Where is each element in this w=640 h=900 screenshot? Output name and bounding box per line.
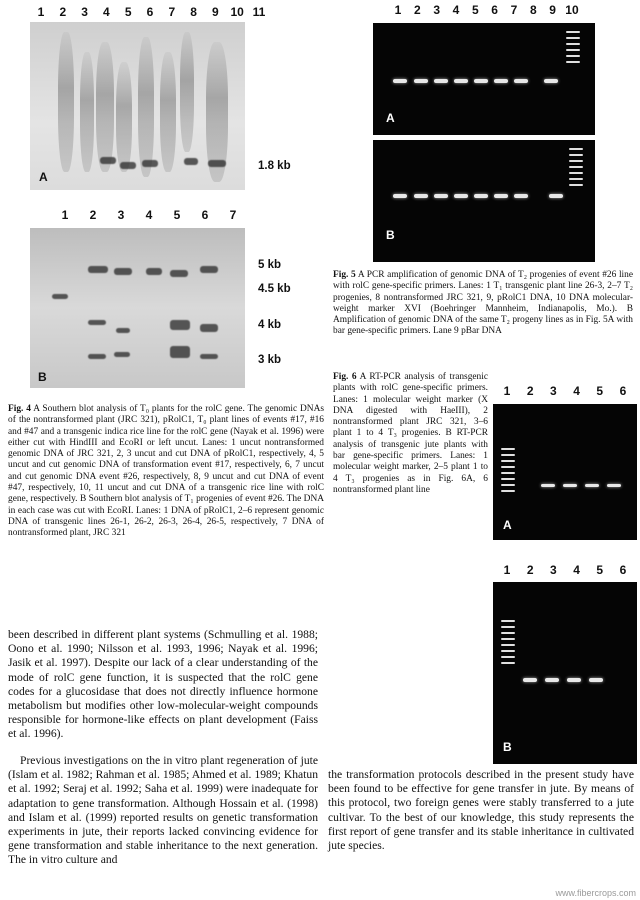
lane-number: 7: [168, 5, 176, 19]
panel-letter: A: [39, 170, 48, 184]
lane-number: 3: [433, 3, 440, 17]
panel-letter: B: [503, 740, 512, 754]
lane-number: 10: [565, 3, 579, 17]
body-paragraph-3: the transformation protocols described in the present study have been found to be effective for gene transfer in jute. By means of this protocol, two foreign genes were stably transferred to a jute cultivar. To the best of our knowledge, this study represents the first report of gene transfer and its stable inheritance in cultivated jute species.: [328, 768, 634, 853]
lane-number: 3: [81, 5, 88, 19]
lane-number: 2: [526, 563, 534, 577]
lane-number: 11: [252, 5, 266, 19]
fig4a-southern-blot: [30, 22, 245, 190]
size-marker-5kb: 5 kb: [258, 259, 282, 271]
lane-number: 7: [229, 208, 237, 222]
lane-number: 5: [173, 208, 181, 222]
lane-number: 6: [146, 5, 154, 19]
fig6a-lane-numbers: [500, 384, 630, 398]
lane-number: 6: [619, 563, 627, 577]
fig5-lane-numbers: [391, 3, 579, 17]
body-paragraph-2: Previous investigations on the in vitro plant regeneration of jute (Islam et al. 1982; Rahman et al. 1985; Ahmed et al. 1989; Khatun et al. 1992; Seraj et al. 1992; Saha et al. 1999) were inadequate for adaptation to gene transformation. Although Hossain et al. (1998) and Islam et al. (1999) reported results on genetic transformation experiments in jute, their reports lacked convincing evidence for gene transformation and stable inheritance to the next generation. The in vitro culture and: [8, 754, 318, 867]
panel-letter: A: [386, 111, 395, 125]
lane-number: 9: [212, 5, 219, 19]
lane-number: 5: [124, 5, 132, 19]
fig6b-rtpcr-gel: [493, 582, 637, 764]
size-marker-4-5kb: 4.5 kb: [258, 283, 291, 295]
caption-text: A Southern blot analysis of T₀ plants for the rolC gene. The genomic DNAs of the nontransformed plant (JRC 321), pRolC1, T₀ plant lines of events #17, #16 and #47 and a transgenic indica rice line for the rolC gene (Nayak et al. 1996) were either cut with HindIII and EcoRI or left uncut. Lanes: 1 uncut nontransformed genomic DNA of JRC 321, 2, 3 uncut and cut DNA of pRolC1, respectively, 4, 5 uncut and cut genomic DNA of transformation event #17, respectively, 6, 7 uncut and cut genomic DNA event #26, respectively, 8, 9 uncut and cut DNA of event #47, respectively, 10, 11 uncut and cut DNA of a transgenic rice line with rolC gene, respectively. B Southern blot analysis of T₁ progenies of event #26. The DNA in each case was cut with EcoRI. Lanes: 1 DNA of pRolC1, 2–6 represent genomic DNA of transgenic lines 26-1, 26-2, 26-3, 26-4, 26-5, respectively, 7 DNA of nontransformed plant, JRC 321: [8, 404, 324, 539]
caption-label: Fig. 6: [333, 372, 357, 382]
lane-number: 3: [550, 563, 557, 577]
size-marker-1-8kb: 1.8 kb: [258, 160, 291, 172]
lane-number: 4: [573, 563, 580, 577]
lane-number: 4: [573, 384, 580, 398]
lane-number: 7: [510, 3, 518, 17]
lane-number: 8: [529, 3, 537, 17]
fig4b-lane-numbers: [58, 208, 240, 222]
lane-number: 4: [145, 208, 153, 222]
caption-label: Fig. 4: [8, 404, 31, 414]
caption-text: A PCR amplification of genomic DNA of T₂ progenies of event #26 line with rolC gene-specific primers. Lanes: 1 T₁ transgenic plant line 26-3, 2–7 T₂ progenies, 8 nontransformed JRC 321, 9, pRolC1 DNA, 10 DNA molecular-weight marker XVI (Boehringer Mannheim, Indianapolis, Mo.). B Amplification of genomic DNA of the same T₂ progeny lines as in Fig. 5A with bar gene-specific primers. Lane 9 pBar DNA: [333, 270, 633, 337]
size-marker-4kb: 4 kb: [258, 319, 282, 331]
lane-number: 1: [61, 208, 69, 222]
panel-letter: B: [38, 370, 47, 384]
lane-number: 2: [413, 3, 421, 17]
fig5-caption: [333, 270, 633, 338]
lane-number: 6: [619, 384, 627, 398]
fig5b-pcr-gel: [373, 140, 595, 262]
lane-number: 9: [549, 3, 556, 17]
fig6-caption: [333, 372, 488, 496]
lane-number: 1: [503, 384, 511, 398]
body-paragraph-1: been described in different plant systems (Schmulling et al. 1988; Oono et al. 1990; Nilsson et al. 1993, 1996; Nayak et al. 1996; Jasik et al. 1997). Despite our lack of a clear understanding of the mode of rolC gene function, it is suspected that the rolC gene codes for a glucosidase that does not directly influence hormone metabolism but modifies other low-molecular-weight compounds responsible for hormone-like effects on plant development (Faiss et al. 1996).: [8, 628, 318, 741]
lane-number: 1: [503, 563, 511, 577]
size-marker-3kb: 3 kb: [258, 354, 282, 366]
lane-number: 2: [59, 5, 67, 19]
fig6a-rtpcr-gel: [493, 404, 637, 540]
lane-number: 4: [103, 5, 110, 19]
fig4-caption: [8, 404, 324, 540]
panel-letter: A: [503, 518, 512, 532]
lane-number: 8: [190, 5, 197, 19]
panel-letter: B: [386, 228, 395, 242]
watermark: www.fibercrops.com: [555, 888, 636, 898]
lane-number: 2: [89, 208, 97, 222]
lane-number: 5: [471, 3, 479, 17]
lane-number: 5: [596, 384, 604, 398]
lane-number: 6: [491, 3, 498, 17]
fig6b-lane-numbers: [500, 563, 630, 577]
caption-text: A RT-PCR analysis of transgenic plants with rolC gene-specific primers. Lanes: 1 molecular weight marker (X DNA digested with HaeIII), 2 nontransformed plant JRC 321, 3–6 plant 1 to 4 T₃ progenies. B RT-PCR analysis of transgenic jute plants with bar gene-specific primers. Lanes: 1 molecular weight marker, 2–5 plant 1 to 4 T₃ progenies as in Fig. 6A, 6 nontransformed plant line: [333, 372, 489, 495]
fig5a-pcr-gel: [373, 23, 595, 135]
fig4b-southern-blot: [30, 228, 245, 388]
fig4a-lane-numbers: [34, 5, 266, 19]
lane-number: 3: [117, 208, 125, 222]
lane-number: 1: [37, 5, 45, 19]
lane-number: 4: [452, 3, 460, 17]
lane-number: 3: [550, 384, 557, 398]
lane-number: 10: [230, 5, 244, 19]
lane-number: 1: [394, 3, 402, 17]
lane-number: 2: [526, 384, 534, 398]
lane-number: 6: [201, 208, 209, 222]
lane-number: 5: [596, 563, 604, 577]
caption-label: Fig. 5: [333, 270, 356, 280]
